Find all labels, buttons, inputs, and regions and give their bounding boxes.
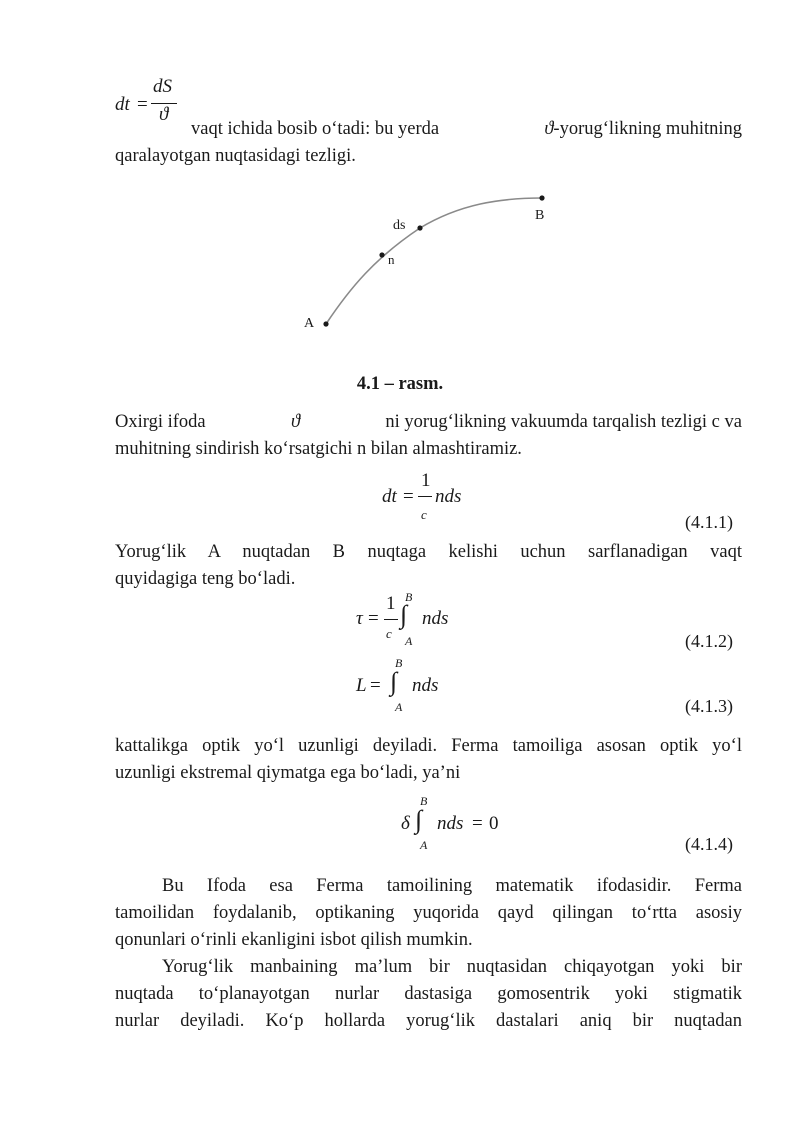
- eq-rhs: nds: [437, 813, 464, 834]
- label-ds: ds: [393, 218, 406, 233]
- eq-equals: =: [370, 675, 381, 696]
- fraction-bar: [384, 619, 398, 620]
- eq-lhs: L: [356, 675, 367, 696]
- paragraph-4-line-1: kattalikga optik yo‘l uzunligi deyiladi. Ferma tamoiliga asosan optik yo‘l: [115, 736, 742, 756]
- point-ds-dot: [417, 225, 422, 230]
- formula-eq: =: [137, 94, 148, 115]
- eq-delta: δ: [401, 813, 410, 834]
- eq-rhs: nds: [435, 486, 462, 507]
- paragraph-2-line-2: muhitning sindirish ko‘rsatgichi n bilan almashtiramiz.: [115, 439, 522, 459]
- figure-caption: 4.1 – rasm.: [356, 374, 444, 394]
- eq-lhs: dt: [382, 486, 397, 507]
- formula-numerator: dS: [153, 76, 172, 97]
- integral-lower-limit: A: [405, 634, 413, 648]
- eq-numerator: 1: [386, 593, 396, 614]
- formula-denominator: ϑ: [159, 104, 169, 125]
- light-path-curve: [326, 198, 545, 324]
- eq-rhs: nds: [422, 608, 449, 629]
- paragraph-2-line-1: [115, 409, 742, 436]
- velocity-symbol: ϑ: [544, 119, 554, 139]
- integral-sign: ∫: [390, 667, 398, 696]
- equation-number: (4.1.3): [685, 696, 733, 716]
- eq-denominator: c: [421, 507, 427, 522]
- equation-number: (4.1.1): [685, 512, 733, 532]
- paragraph-6-line-2: nuqtada to‘planayotgan nurlar dastasiga gomosentrik yoki stigmatik: [115, 984, 742, 1004]
- paragraph-1-line-1: [191, 116, 742, 143]
- equation-number: (4.1.2): [685, 631, 733, 651]
- optical-path-figure: [290, 188, 570, 338]
- label-A: A: [304, 316, 315, 331]
- integral-upper-limit: B: [405, 590, 413, 604]
- point-B-dot: [539, 195, 544, 200]
- text-segment: ni yorug‘likning vakuumda tarqalish tezligi c va: [385, 412, 742, 432]
- paragraph-3-line-1: Yorug‘lik A nuqtadan B nuqtaga kelishi uchun sarflanadigan vaqt: [115, 542, 742, 562]
- paragraph-6-line-1: Yorug‘lik manbaining ma’lum bir nuqtasidan chiqayotgan yoki bir: [162, 957, 742, 977]
- paragraph-6-line-3: nurlar deyiladi. Ko‘p hollarda yorug‘lik dastalari aniq bir nuqtadan: [115, 1011, 742, 1031]
- eq-equals: =: [368, 608, 379, 629]
- formula-lhs: dt: [115, 94, 130, 115]
- velocity-symbol: ϑ: [290, 412, 301, 432]
- text-segment: Oxirgi ifoda: [115, 412, 206, 432]
- paragraph-3-line-2: quyidagiga teng bo‘ladi.: [115, 569, 296, 589]
- integral-lower-limit: A: [395, 700, 403, 714]
- point-A-dot: [323, 321, 328, 326]
- eq-lhs: τ: [356, 608, 363, 629]
- paragraph-5-line-2: tamoilidan foydalanib, optikaning yuqorida qayd qilingan to‘rtta asosiy: [115, 903, 742, 923]
- paragraph-5-line-3: qonunlari o‘rinli ekanligini isbot qilish mumkin.: [115, 930, 473, 950]
- point-n-dot: [379, 252, 384, 257]
- integral-upper-limit: B: [395, 656, 403, 670]
- eq-equals: =: [403, 486, 414, 507]
- eq-rhs: nds: [412, 675, 439, 696]
- integral-lower-limit: A: [420, 838, 428, 852]
- text-segment: -yorug‘likning muhitning: [553, 119, 742, 139]
- paragraph-1-line-2: qaralayotgan nuqtasidagi tezligi.: [115, 146, 356, 166]
- text-segment: vaqt ichida bosib o‘tadi: bu yerda: [191, 119, 440, 139]
- integral-sign: ∫: [400, 600, 408, 629]
- label-B: B: [535, 208, 545, 223]
- integral-sign: ∫: [415, 805, 423, 834]
- equation-number: (4.1.4): [685, 834, 733, 854]
- paragraph-4-line-2: uzunligi ekstremal qiymatga ega bo‘ladi, ya’ni: [115, 763, 461, 783]
- integral-upper-limit: B: [420, 794, 428, 808]
- paragraph-5-line-1: Bu Ifoda esa Ferma tamoilining matematik ifodasidir. Ferma: [162, 876, 742, 896]
- eq-zero: 0: [489, 813, 499, 834]
- eq-denominator: c: [386, 626, 392, 641]
- label-n: n: [388, 252, 395, 267]
- fraction-bar: [418, 496, 432, 497]
- eq-equals: =: [472, 813, 483, 834]
- eq-numerator: 1: [421, 470, 431, 491]
